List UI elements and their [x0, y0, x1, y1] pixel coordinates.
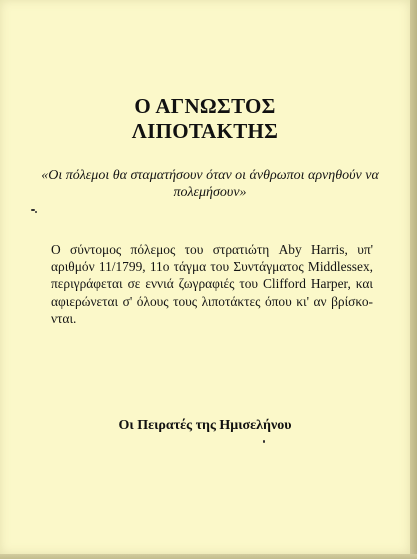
title-line-1: Ο ΑΓΝΩΣΤΟΣ — [134, 94, 276, 118]
epigraph-quote: «Οι πόλεμοι θα σταματήσουν όταν οι άνθρωποι αρνηθούν να πολεμήσουν» — [41, 168, 379, 200]
scan-edge-bottom — [0, 554, 417, 559]
title-line-2: ΛΙΠΟΤΑΚΤΗΣ — [131, 119, 279, 143]
scan-edge-right — [410, 0, 417, 559]
publisher-name: Οι Πειρατές της Ημισελήνου — [118, 418, 292, 433]
dedication-paragraph: Ο σύντομος πόλεμος του στρατιώτη Aby Harris, υπ' αριθμόν 11/1799, 11ο τάγμα του Συντάγματος Middlessex, περιγράφεται σε εννιά ζωγραφιές του Clifford Harper, και αφιερώνεται σ' όλους τους λιποτάκτες όπου κι' αν βρίσκο-νται. — [51, 242, 373, 326]
ink-speck — [263, 440, 265, 443]
page-title — [0, 94, 410, 144]
ink-speck — [35, 211, 37, 213]
